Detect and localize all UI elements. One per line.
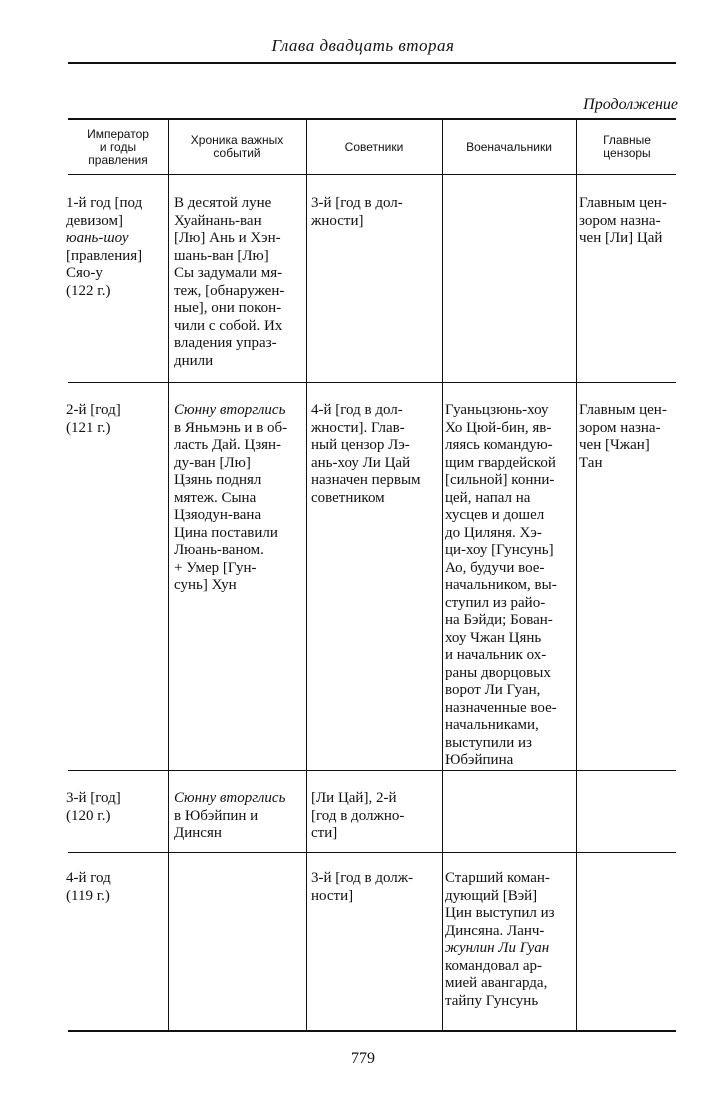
row3-chronicle: Сюнну вторглись в Юбэйпин и Динсян	[174, 790, 286, 841]
table-bottom-rule	[68, 1030, 676, 1032]
row4-commanders: Старший коман- дующий [Вэй] Цин выступил из Динсяна. Ланч- жунлин Ли Гуан командовал ар- мией авангарда, тайпу Гунсунь	[445, 870, 555, 1009]
row2-censors: Главным цен- зором назна- чен [Чжан] Тан	[579, 402, 667, 471]
row2-emperor: 2-й [год] (121 г.)	[66, 402, 121, 436]
row2-commanders: Гуаньцзюнь-хоу Хо Цюй-бин, яв- ляясь командую- щим гвардейской [сильной] конни- цей, напал на хусцев и дошел до Циляня. Хэ- ци-хоу [Гунсунь] Ао, будучи вое- начальником, вы- ступил из райо- на Бэйди; Бован- хоу Чжан Цянь и начальник ох- раны дворцовых ворот Ли Гуан, назначенные вое- начальниками, выступили из Юбэйпина	[445, 402, 557, 768]
header-chronicle: Хроника важных событий	[190, 133, 284, 160]
running-head: Глава двадцать вторая	[271, 36, 455, 55]
row-rule	[68, 382, 676, 383]
row-rule	[68, 770, 676, 771]
header-advisers: Советники	[344, 140, 404, 154]
header-emperor: Император и годы правления	[87, 127, 149, 167]
row4-emperor: 4-й год (119 г.)	[66, 870, 111, 904]
column-divider	[306, 120, 307, 1030]
header-commanders: Военачальники	[466, 140, 552, 154]
table-header-rule	[68, 174, 676, 175]
table-top-rule	[68, 118, 676, 120]
row1-chronicle: В десятой луне Хуайнань-ван [Лю] Ань и Хэн- шань-ван [Лю] Сы задумали мя- теж, [обнаружен- ные], они покон- чили с собой. Их владения упраз- днили	[174, 195, 285, 369]
header-rule	[68, 62, 676, 64]
row2-advisers: 4-й [год в дол- жности]. Глав- ный цензор Лэ- ань-хоу Ли Цай назначен первым советником	[311, 402, 421, 506]
row1-advisers: 3-й [год в дол- жности]	[311, 195, 403, 229]
row1-censors: Главным цен- зором назна- чен [Ли] Цай	[579, 195, 667, 246]
column-divider	[576, 120, 577, 1030]
header-censors: Главные цензоры	[603, 133, 651, 160]
sunnu-line: Сюнну вторглись	[174, 402, 286, 418]
continuation-label: Продолжение	[583, 96, 678, 113]
row-rule	[68, 852, 676, 853]
column-divider	[442, 120, 443, 1030]
row4-advisers: 3-й [год в долж- ности]	[311, 870, 414, 904]
row1-emperor: 1-й год [под девизом] юань-шоу [правления] Сяо-у (122 г.)	[66, 195, 143, 299]
page-number: 779	[351, 1050, 375, 1067]
row3-emperor: 3-й [год] (120 г.)	[66, 790, 121, 824]
column-divider	[168, 120, 169, 1030]
row3-advisers: [Ли Цай], 2-й [год в должно- сти]	[311, 790, 405, 841]
row2-chronicle: Сюнну вторглись в Яньмэнь и в об- ласть Дай. Цзян- ду-ван [Лю] Цзянь поднял мятеж. Сына Цзяодун-вана Цина поставили Люань-ваном. + Умер [Гун- сунь] Хун	[174, 402, 304, 595]
